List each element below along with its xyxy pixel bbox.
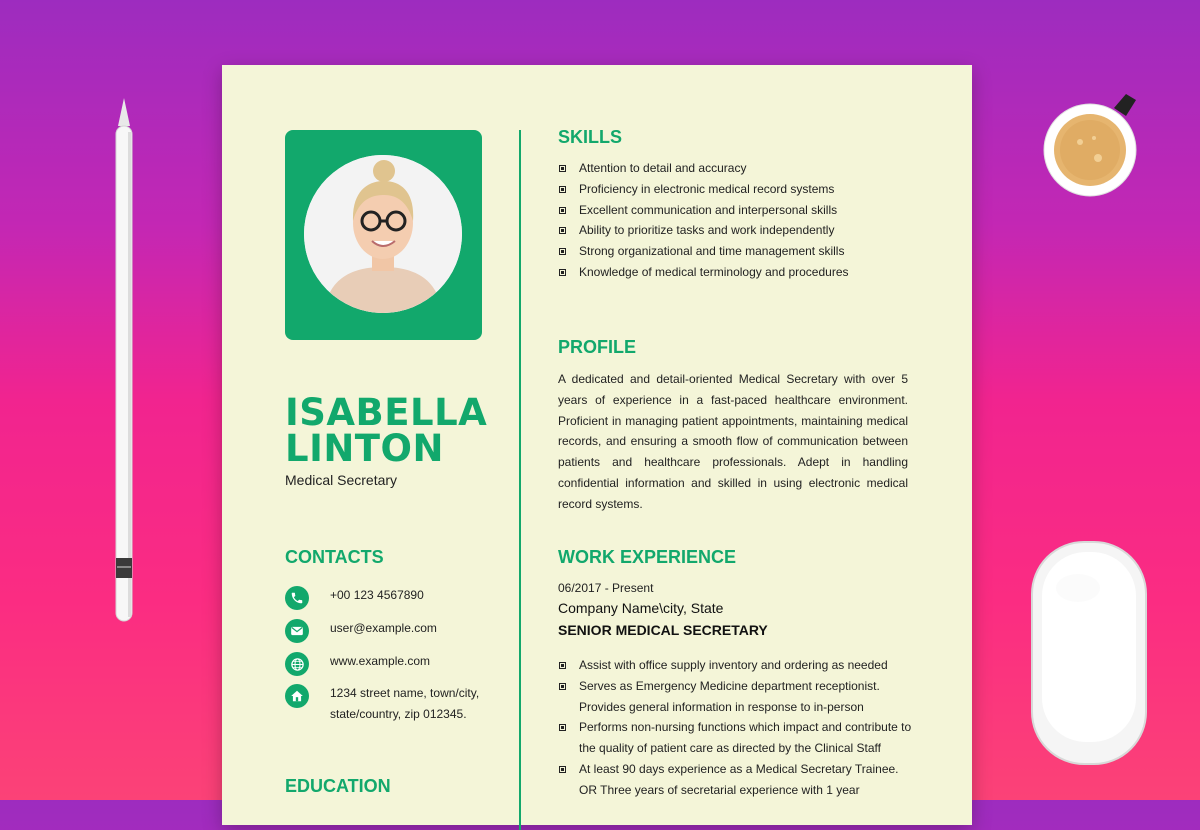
resume-page bbox=[222, 65, 972, 825]
duty-line: Assist with office supply inventory and ordering as needed bbox=[579, 658, 888, 672]
duty-item bbox=[558, 759, 911, 801]
address-line-2: state/country, zip 012345. bbox=[330, 707, 467, 721]
column-divider bbox=[519, 130, 521, 830]
home-icon bbox=[285, 684, 309, 708]
skill-item: Attention to detail and accuracy bbox=[558, 158, 849, 179]
stylus-pencil bbox=[108, 96, 140, 626]
coffee-cup bbox=[1040, 92, 1150, 202]
skill-item: Knowledge of medical terminology and procedures bbox=[558, 262, 849, 283]
contact-address bbox=[285, 684, 479, 725]
skill-item: Ability to prioritize tasks and work independently bbox=[558, 220, 849, 241]
email-address: user@example.com bbox=[330, 621, 437, 635]
phone-icon bbox=[285, 586, 309, 610]
skill-item: Proficiency in electronic medical record systems bbox=[558, 179, 849, 200]
work-experience-heading: WORK EXPERIENCE bbox=[558, 547, 737, 567]
company-name: Company Name\city, State bbox=[558, 600, 724, 616]
name-first: ISABELLA bbox=[285, 391, 488, 434]
contacts-heading: CONTACTS bbox=[285, 547, 384, 567]
contact-phone bbox=[285, 586, 424, 610]
role-title: SENIOR MEDICAL SECRETARY bbox=[558, 622, 768, 638]
phone-number: +00 123 4567890 bbox=[330, 588, 424, 602]
contact-email bbox=[285, 619, 437, 643]
duty-line: Performs non-nursing functions which impact and contribute to bbox=[579, 720, 912, 735]
duty-item bbox=[558, 655, 911, 676]
job-date-range: 06/2017 - Present bbox=[558, 581, 654, 595]
profile-photo bbox=[304, 155, 462, 313]
profile-summary: A dedicated and detail-oriented Medical Secretary with over 5 years of experience in a fast-paced healthcare environment. Proficient in managing patient appointments, maintaining medical records, and ensuring a smooth flow of communication between patients and healthcare professionals. Adept in handling confidential information and skilled in using electronic medical record systems. bbox=[558, 372, 908, 511]
name-last: LINTON bbox=[285, 427, 444, 470]
website-url: www.example.com bbox=[330, 654, 431, 668]
duty-line: OR Three years of secretarial experience with 1 year bbox=[579, 782, 860, 797]
duties-list bbox=[558, 655, 911, 801]
address-line-1: 1234 street name, town/city, bbox=[330, 686, 480, 700]
computer-mouse bbox=[1028, 538, 1150, 768]
duty-item bbox=[558, 676, 911, 718]
contact-website bbox=[285, 652, 430, 676]
email-icon bbox=[285, 619, 309, 643]
skill-item: Strong organizational and time management skills bbox=[558, 241, 849, 262]
duty-line: the quality of patient care as directed by the Clinical Staff bbox=[579, 741, 881, 756]
duty-line: At least 90 days experience as a Medical Secretary Trainee. bbox=[579, 761, 899, 776]
duty-line: Provides general information in response to in-person bbox=[579, 699, 864, 714]
globe-icon bbox=[285, 652, 309, 676]
person-portrait bbox=[304, 155, 462, 313]
duty-item bbox=[558, 717, 911, 759]
duty-line: Serves as Emergency Medicine department receptionist. bbox=[579, 678, 880, 693]
skills-list bbox=[558, 158, 849, 283]
skills-heading: SKILLS bbox=[558, 127, 623, 147]
skill-item: Excellent communication and interpersonal skills bbox=[558, 200, 849, 221]
profile-heading: PROFILE bbox=[558, 337, 637, 357]
photo-frame bbox=[285, 130, 482, 340]
job-title: Medical Secretary bbox=[285, 472, 398, 488]
candidate-name bbox=[285, 391, 488, 470]
education-heading: EDUCATION bbox=[285, 776, 391, 796]
